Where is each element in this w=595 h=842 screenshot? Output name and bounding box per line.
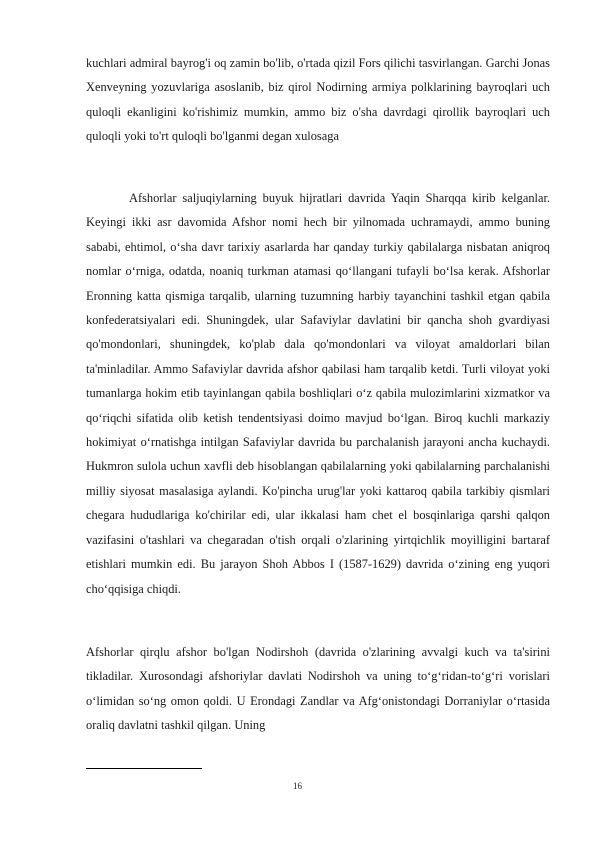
paragraph-3: Afshorlar qirqlu afshor bo'lgan Nodirshoh (davrida o'zlarining avvalgi kuch va ta'sirini tikladilar. Xurosondagi afshoriylar davlati Nodirshoh va uning to‘g‘ridan-to‘g‘ri vorislari o‘limidan so‘ng omon qoldi. U Erondagi Zandlar va Afg‘onistondagi Dorraniylar o‘rtasida oraliq davlatni tashkil qilgan. Uning	[86, 645, 550, 733]
paragraph-2: Afshorlar saljuqiylarning buyuk hijratlari davrida Yaqin Sharqqa kirib kelganlar. Keyingi ikki asr davomida Afshor nomi hech bir yilnomada uchramaydi, ammo buning sababi, ehtimol, o‘sha davr tarixiy asarlarda har qanday turkiy qabilalarga nisbatan aniqroq nomlar o‘rniga, odatda, noaniq turkman atamasi qo‘llangani tufayli bo‘lsa kerak. Afshorlar Eronning katta qismiga tarqalib, ularning tuzumning harbiy tayanchini tashkil etgan qabila konfederatsiyalari edi. Shuningdek, ular Safaviylar davlatini bir qancha shoh gvardiyasi qo'mondonlari, shuningdek, ko'plab dala qo'mondonlari va viloyat amaldorlari bilan ta'minladilar. Ammo Safaviylar davrida afshor qabilasi ham tarqalib ketdi. Turli viloyat yoki tumanlarga hokim etib tayinlangan qabila boshliqlari o‘z qabila mulozimlarini xizmatkor va qo‘riqchi sifatida olib ketish tendentsiyasi doimo mavjud bo‘lgan. Biroq kuchli markaziy hokimiyat o‘rnatishga intilgan Safaviylar davrida bu parchalanish jarayoni ancha kuchaydi. Hukmron sulola uchun xavfli deb hisoblangan qabilalarning yoki qabilalarning parchalanishi milliy siyosat masalasiga aylandi. Ko'pincha urug'lar yoki kattaroq qabila tarkibiy qismlari chegara hududlariga ko'chirilar edi, ular ikkalasi ham chet el bosqinlariga qarshi qalqon vazifasini o'tashlari va chegaradan o'tish orqali o'zlarining yirtqichlik moyilligini bartaraf etishlari mumkin edi. Bu jarayon Shoh Abbos I (1587-1629) davrida o‘zining eng yuqori cho‘qqisiga chiqdi.	[86, 191, 550, 596]
page-number: 16	[293, 781, 302, 791]
paragraph-1: kuchlari admiral bayrog'i oq zamin bo'lib, o'rtada qizil Fors qilichi tasvirlangan. Garchi Jonas Xenveyning yozuvlariga asoslanib, biz qirol Nodirning armiya polklarining bayroqlari uch quloqli ekanligini ko'rishimiz mumkin, ammo biz o'sha davrdagi qirollik bayroqlari uch quloqli yoki to'rt quloqli bo'lganmi degan xulosaga	[86, 56, 550, 144]
footnote-separator	[86, 768, 202, 769]
